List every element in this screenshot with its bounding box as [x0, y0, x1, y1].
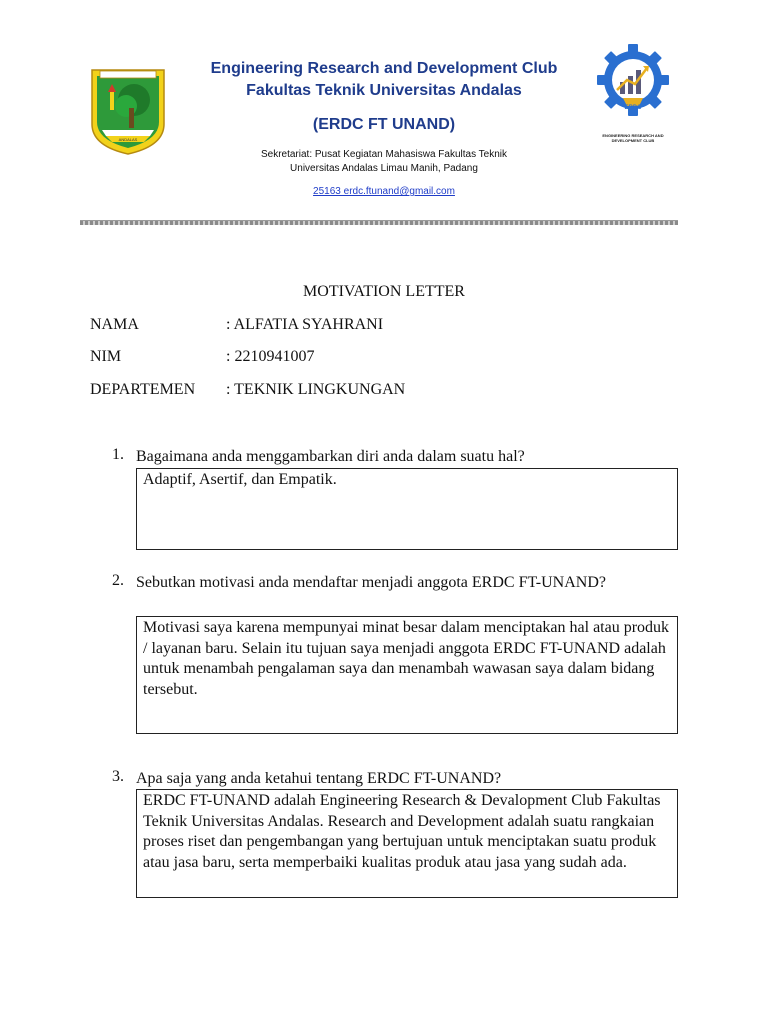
field-value-departemen: : TEKNIK LINGKUNGAN	[226, 381, 406, 398]
question-text: Sebutkan motivasi anda mendaftar menjadi anggota ERDC FT-UNAND?	[136, 574, 606, 591]
letter-title: MOTIVATION LETTER	[303, 283, 465, 300]
field-label-nama: NAMA	[90, 316, 139, 333]
erdc-gear-logo	[594, 40, 672, 148]
university-seal-logo	[88, 62, 168, 156]
svg-text:ANDALAS: ANDALAS	[118, 137, 138, 142]
erdc-logo-text: ERDC	[624, 105, 642, 111]
question-number: 1.	[112, 446, 124, 463]
faculty-name: Fakultas Teknik Universitas Andalas	[246, 82, 522, 99]
svg-text:DEVELOPMENT CLUB: DEVELOPMENT CLUB	[611, 138, 655, 143]
secretariat-line-2: Universitas Andalas Limau Manih, Padang	[290, 163, 478, 174]
answer-box: Motivasi saya karena mempunyai minat besar dalam menciptakan hal atau produk / layanan baru. Selain itu tujuan saya menjadi anggota ERDC FT-UNAND adalah untuk menambah pengalaman saya dan menambah wawasan saya dalam bidang tersebut.	[136, 616, 678, 734]
field-value-nama: : ALFATIA SYAHRANI	[226, 316, 384, 333]
question-text: Apa saja yang anda ketahui tentang ERDC FT-UNAND?	[136, 770, 502, 787]
answer-box: Adaptif, Asertif, dan Empatik.	[136, 468, 678, 550]
question-number: 3.	[112, 768, 124, 785]
field-label-departemen: DEPARTEMEN	[90, 381, 196, 398]
club-name: Engineering Research and Development Club	[210, 60, 558, 77]
secretariat-line-1: Sekretariat: Pusat Kegiatan Mahasiswa Fakultas Teknik	[260, 149, 508, 160]
club-abbreviation: (ERDC FT UNAND)	[312, 116, 456, 133]
contact-link[interactable]: 25163 erdc.ftunand@gmail.com	[313, 186, 455, 197]
question-number: 2.	[112, 572, 124, 589]
answer-box: ERDC FT-UNAND adalah Engineering Research & Devalopment Club Fakultas Teknik Universitas Andalas. Research and Development adalah suatu rangkaian proses riset dan pengembangan yang bertujuan untuk menciptakan suatu produk atau jasa baru, serta memperbaiki kualitas produk atau jasa yang sudah ada.	[136, 789, 678, 898]
header-separator	[80, 220, 678, 225]
svg-text:ENGINEERING RESEARCH AND: ENGINEERING RESEARCH AND	[602, 133, 664, 138]
question-text: Bagaimana anda menggambarkan diri anda dalam suatu hal?	[136, 448, 525, 465]
field-label-nim: NIM	[90, 348, 122, 365]
field-value-nim: : 2210941007	[226, 348, 315, 365]
